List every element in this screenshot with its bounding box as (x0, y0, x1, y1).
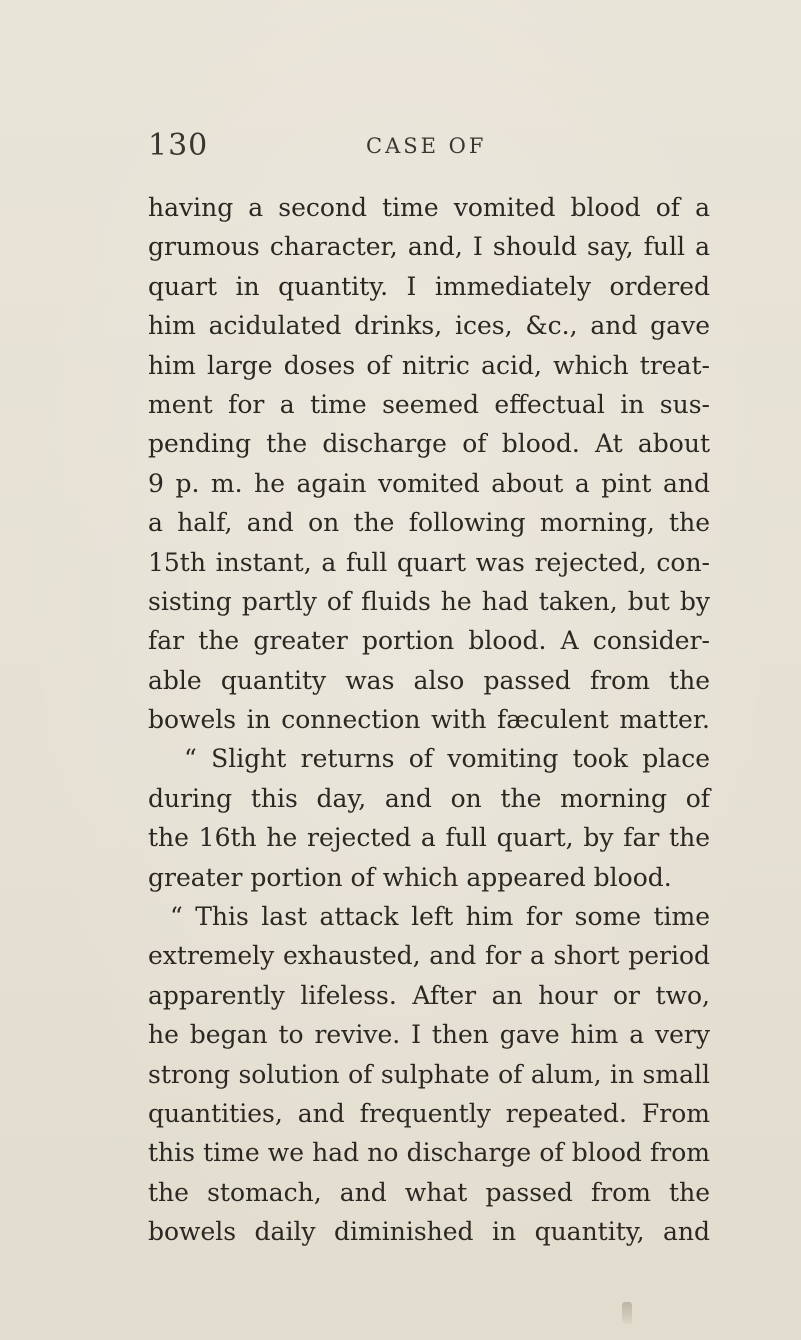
page-number: 130 (148, 128, 209, 163)
text-line: having a second time vomited blood of a (148, 193, 710, 222)
text-line: 15th instant, a full quart was rejected, con- (148, 547, 710, 577)
text-line: “ This last attack left him for some time (170, 902, 710, 932)
text-line: a half, and on the following morning, the (148, 508, 710, 538)
text-line: during this day, and on the morning of (148, 783, 710, 813)
text-line: ment for a time seemed effectual in sus- (148, 389, 710, 419)
text-line: extremely exhausted, and for a short period (148, 941, 710, 971)
text-line: strong solution of sulphate of alum, in small (148, 1059, 710, 1089)
running-head (148, 128, 708, 168)
body-text (148, 188, 710, 1252)
text-line: bowels daily diminished in quantity, and (148, 1217, 710, 1247)
text-line: this time we had no discharge of blood from (148, 1138, 710, 1168)
text-line: him acidulated drinks, ices, &c., and gave (148, 311, 710, 341)
paper-smudge (622, 1302, 632, 1324)
text-line: apparently lifeless. After an hour or two, (148, 980, 710, 1010)
text-line: greater portion of which appeared blood. (148, 862, 672, 892)
text-line: able quantity was also passed from the (148, 665, 710, 695)
text-line: bowels in connection with fæculent matter. (148, 705, 710, 735)
text-line: far the greater portion blood. A consider- (148, 626, 710, 656)
text-line: quart in quantity. I immediately ordered (148, 271, 710, 301)
text-line: the stomach, and what passed from the (148, 1177, 710, 1207)
text-line: the 16th he rejected a full quart, by far the (148, 823, 710, 853)
text-line: quantities, and frequently repeated. From (148, 1098, 710, 1128)
text-line: sisting partly of fluids he had taken, but by (148, 586, 710, 616)
text-line: him large doses of nitric acid, which treat- (148, 350, 710, 380)
text-line: he began to revive. I then gave him a very (148, 1020, 710, 1050)
text-line: pending the discharge of blood. At about (148, 429, 710, 459)
text-line: 9 p. m. he again vomited about a pint and (148, 468, 710, 498)
text-line: “ Slight returns of vomiting took place (184, 744, 710, 774)
text-line: grumous character, and, I should say, full a (148, 232, 710, 262)
running-title: CASE OF (366, 134, 487, 158)
